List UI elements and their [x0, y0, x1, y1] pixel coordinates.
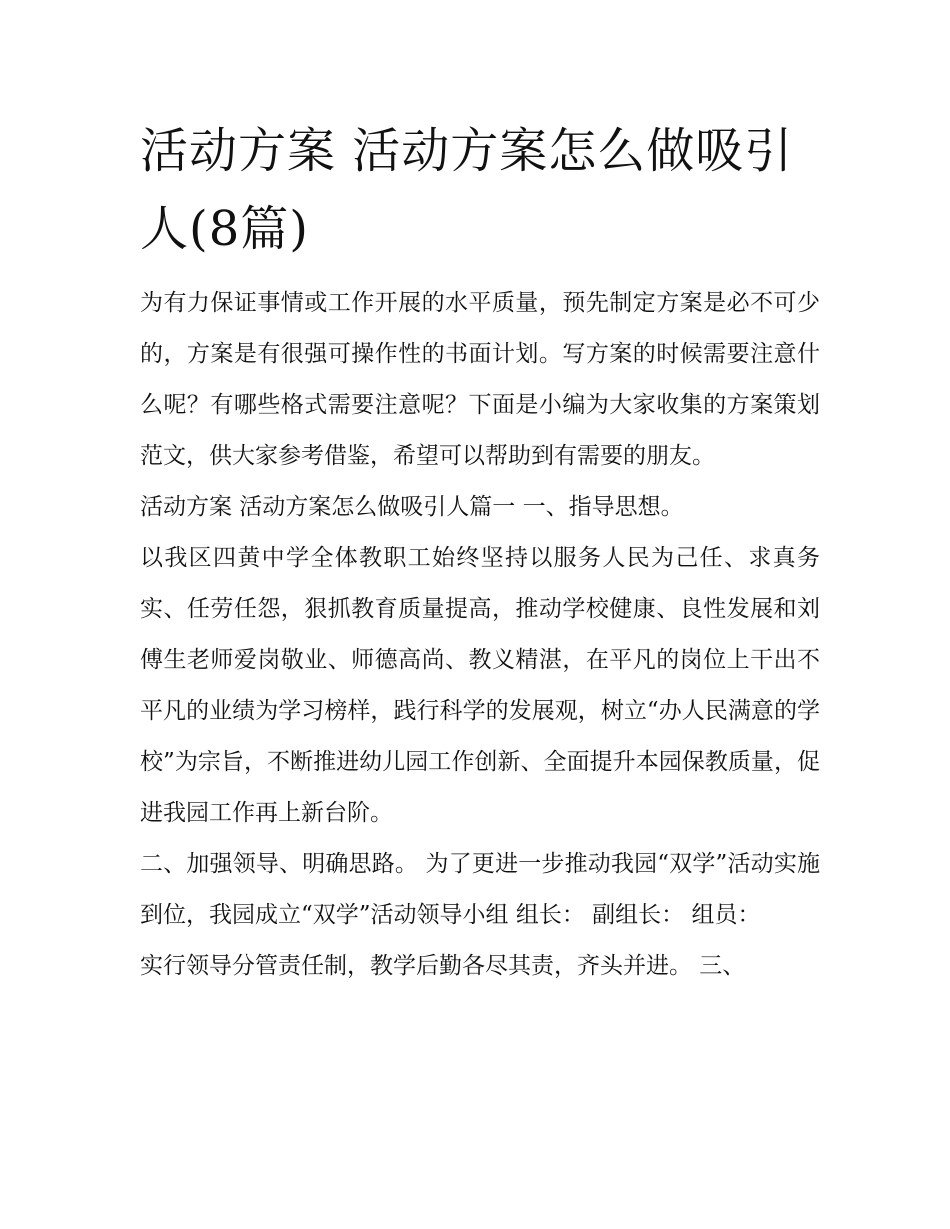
document-title: 活动方案 活动方案怎么做吸引人(8篇)	[140, 123, 794, 257]
paragraph-leadership: 二、加强领导、明确思路。 为了更进一步推动我园“双学”活动实施到位，我园成立“双学”活动领导小组 组长： 副组长： 组员：	[140, 851, 820, 928]
paragraph-guiding-thought: 以我区四黄中学全体教职工始终坚持以服务人民为己任、求真务实、任劳任怨，狠抓教育质量提高，推动学校健康、良性发展和刘傅生老师爱岗敬业、师德高尚、教义精湛，在平凡的岗位上干出不平凡的业绩为学习榜样，践行科学的发展观，树立“办人民满意的学校”为宗旨，不断推进幼儿园工作创新、全面提升本园保教质量，促进我园工作再上新台阶。	[140, 545, 820, 826]
paragraph-responsibility: 实行领导分管责任制，教学后勤各尽其责，齐头并进。 三、	[140, 953, 746, 979]
paragraph-intro: 为有力保证事情或工作开展的水平质量，预先制定方案是必不可少的，方案是有很强可操作性的书面计划。写方案的时候需要注意什么呢？有哪些格式需要注意呢？下面是小编为大家收集的方案策划范文，供大家参考借鉴，希望可以帮助到有需要的朋友。	[140, 290, 820, 469]
paragraph-section-heading: 活动方案 活动方案怎么做吸引人篇一 一、指导思想。	[140, 494, 684, 520]
document-page	[140, 112, 820, 992]
